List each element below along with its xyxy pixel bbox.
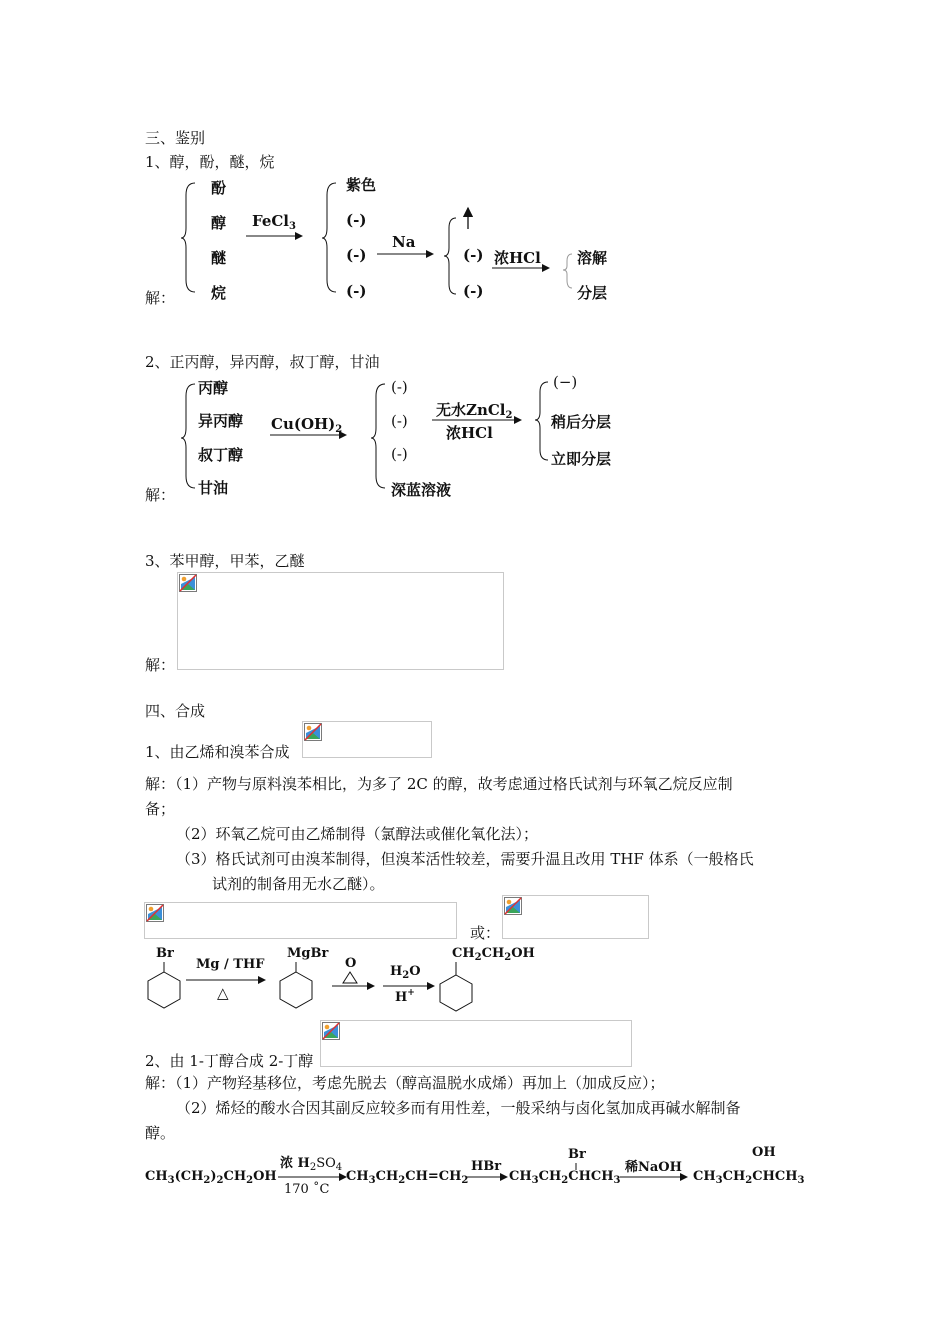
reagent-fecl3: FeCl$_3$ xyxy=(252,212,296,232)
formula-1-butene: $CH_3CH_2CH=CH_2$ xyxy=(346,1169,469,1186)
q1-compound: 烷 xyxy=(211,284,227,302)
label-mgbr: MgBr xyxy=(287,946,329,961)
benzene-ring-bromobenzene xyxy=(148,972,180,1008)
q2-result1: (-) xyxy=(391,378,408,396)
s4-q2-p2b: 醇。 xyxy=(145,1124,176,1142)
brace-compounds-q1 xyxy=(181,183,195,292)
brace-results1-q2 xyxy=(371,384,385,488)
q1-result3: 溶解 xyxy=(577,249,608,267)
q2-result1: 深蓝溶液 xyxy=(391,481,452,499)
q2-result1: (-) xyxy=(391,412,408,430)
broken-image-icon xyxy=(504,897,522,915)
q2-compound: 甘油 xyxy=(198,479,229,497)
formula-1-butanol: $CH_3(CH_2)_2CH_2OH$ xyxy=(145,1169,277,1186)
q3-jie: 解： xyxy=(145,656,176,674)
s4-q2-title: 2、由 1-丁醇合成 2-丁醇 xyxy=(145,1052,314,1070)
brace-results1-q1 xyxy=(322,183,336,292)
broken-image-target-1 xyxy=(302,721,432,758)
broken-image-icon xyxy=(179,574,197,592)
broken-image-route-2 xyxy=(502,895,649,939)
broken-image-icon xyxy=(304,723,322,741)
label-br-substituent: Br xyxy=(568,1147,586,1162)
reagent-acid: H+ xyxy=(395,988,415,1005)
q1-jie: 解： xyxy=(145,289,176,307)
benzene-ring-product xyxy=(440,975,472,1011)
label-product: $CH_2CH_2OH$ xyxy=(452,946,535,963)
label-oh-substituent: OH xyxy=(752,1145,776,1160)
s4-q1-p3: （3）格氏试剂可由溴苯制得，但溴苯活性较差，需要升温且改用 THF 体系（一般格氏 xyxy=(176,850,754,868)
reagent-conc-hcl-2: 浓HCl xyxy=(446,424,493,442)
q2-compound: 异丙醇 xyxy=(198,412,244,430)
formula-2-bromobutane: $CH_3CH_2CHCH_3$ xyxy=(509,1169,621,1186)
brace-results2-q1 xyxy=(444,218,456,294)
s4-q1-p2: （2）环氧乙烷可由乙烯制得（氯醇法或催化氧化法）； xyxy=(176,825,539,843)
s4-q2-p2: （2）烯烃的酸水合因其副反应较多而有用性差，一般采纳与卤化氢加成再碱水解制备 xyxy=(176,1099,741,1117)
s4-q1-p3b: 试剂的制备用无水乙醚）。 xyxy=(212,875,385,893)
q1-result1: (-) xyxy=(346,246,367,264)
reagent-hbr: HBr xyxy=(471,1159,502,1174)
formula-2-butanol: $CH_3CH_2CHCH_3$ xyxy=(693,1169,805,1186)
q1-result2: (-) xyxy=(463,282,484,300)
q1-compound: 醚 xyxy=(211,249,227,267)
q1-title: 1、醇，酚，醚，烷 xyxy=(145,153,275,171)
q1-compound: 酚 xyxy=(211,179,227,197)
s4-q2-p1: 解：（1）产物羟基移位，考虑先脱去（醇高温脱水成烯）再加上（加成反应）； xyxy=(145,1074,665,1092)
reagent-dilute-naoh: 稀NaOH xyxy=(625,1160,682,1175)
reagent-mg-thf: Mg / THF xyxy=(196,957,265,972)
q3-title: 3、苯甲醇，甲苯，乙醚 xyxy=(145,552,305,570)
label-br: Br xyxy=(156,946,174,961)
reagent-conc-hcl: 浓HCl xyxy=(494,249,541,267)
label-epoxide-o: O xyxy=(345,956,357,971)
q1-result3: 分层 xyxy=(577,284,608,302)
q1-result1: (-) xyxy=(346,211,367,229)
section4-heading: 四、合成 xyxy=(145,702,206,720)
q2-compound: 丙醇 xyxy=(198,379,229,397)
or-label: 或： xyxy=(470,924,501,942)
brace-compounds-q2 xyxy=(181,384,195,488)
brace-results3-q1 xyxy=(563,254,572,288)
broken-image-q3 xyxy=(177,572,504,670)
s4-q1-title: 1、由乙烯和溴苯合成 xyxy=(145,743,290,761)
q2-result2: (−) xyxy=(553,373,578,391)
broken-image-icon xyxy=(146,904,164,922)
q2-jie: 解： xyxy=(145,486,176,504)
broken-image-route-1 xyxy=(144,902,457,939)
epoxide-ring xyxy=(343,972,357,983)
reagent-conc-h2so4: 浓 $H_2SO_4$ xyxy=(280,1156,343,1173)
reagent-na: Na xyxy=(392,233,416,251)
q1-result1: 紫色 xyxy=(346,176,377,194)
q2-result2: 立即分层 xyxy=(551,450,612,468)
s4-q1-p1: 解：（1）产物与原料溴苯相比，为多了 2C 的醇，故考虑通过格氏试剂与环氧乙烷反应制 xyxy=(145,775,733,793)
benzene-ring-grignard xyxy=(280,972,312,1008)
q2-title: 2、正丙醇，异丙醇，叔丁醇，甘油 xyxy=(145,353,380,371)
reagent-heat: △ xyxy=(217,984,229,1002)
q2-compound: 叔丁醇 xyxy=(198,446,244,464)
broken-image-target-2 xyxy=(320,1020,632,1067)
q1-compound: 醇 xyxy=(211,214,227,232)
q2-result2: 稍后分层 xyxy=(551,413,612,431)
reagent-zncl2: 无水ZnCl$_2$ xyxy=(436,401,513,421)
q1-result1: (-) xyxy=(346,282,367,300)
broken-image-icon xyxy=(322,1022,340,1040)
reagent-water: $H_2O$ xyxy=(390,964,421,981)
q1-result2: (-) xyxy=(463,246,484,264)
s4-q1-p1b: 备； xyxy=(145,800,176,818)
section3-heading: 三、鉴别 xyxy=(145,129,206,147)
q2-result1: (-) xyxy=(391,445,408,463)
reagent-cuoh2: $Cu(OH)_2$ xyxy=(271,415,343,435)
brace-results2-q2 xyxy=(535,382,548,460)
reagent-temp: 170 ˚C xyxy=(284,1182,330,1197)
